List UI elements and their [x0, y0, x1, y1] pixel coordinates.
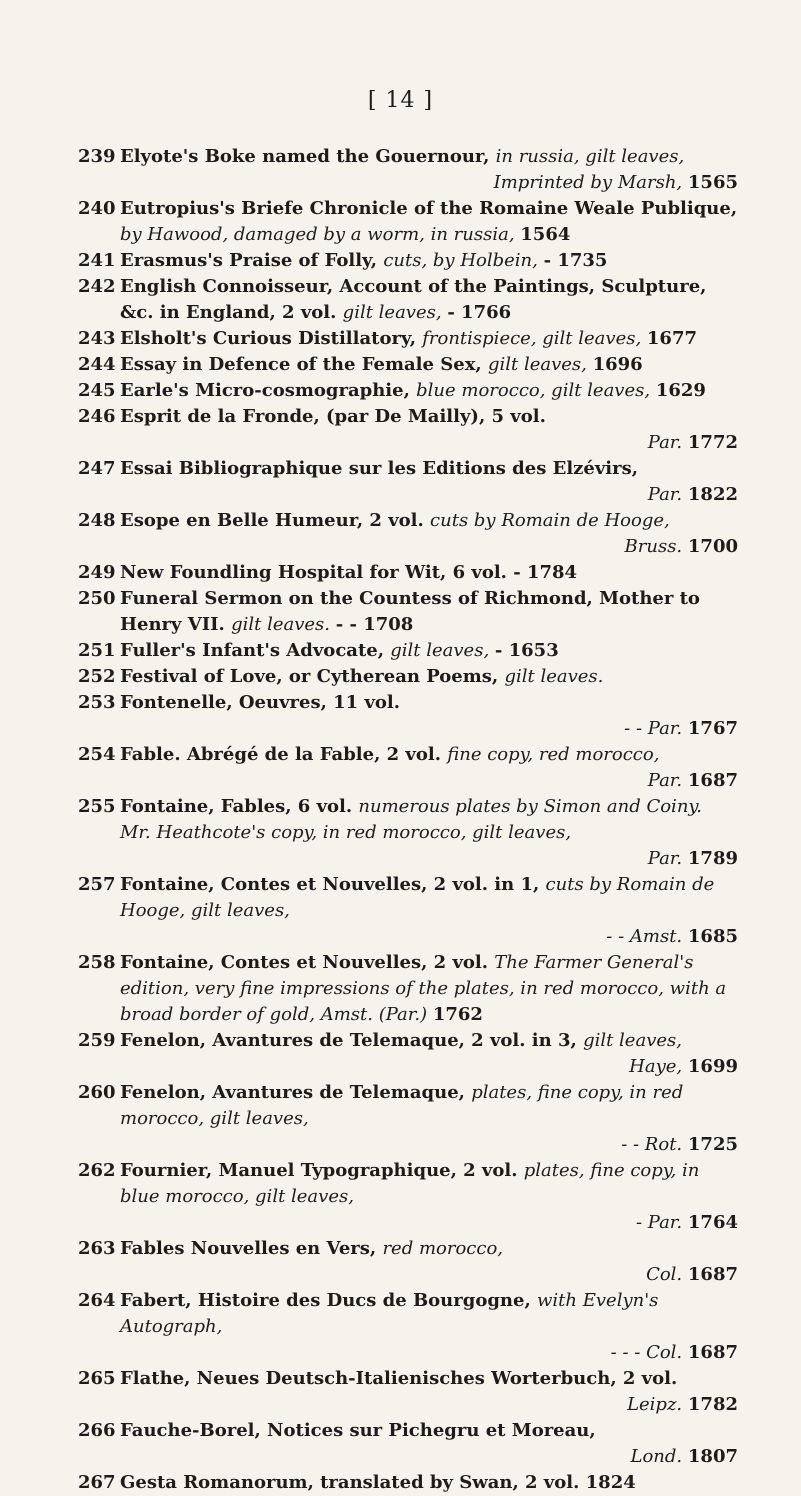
lot-number: 242	[78, 276, 116, 297]
entry-title: Fournier, Manuel Typographique, 2 vol.	[120, 1160, 524, 1181]
imprint-year: 1699	[687, 1056, 738, 1077]
entry-title: Essai Bibliographique sur les Editions des Elzévirs,	[120, 458, 639, 479]
entry-description	[120, 248, 738, 274]
entry-description	[120, 1470, 738, 1496]
entry-title: Fontenelle, Oeuvres, 11 vol.	[120, 692, 401, 713]
lot-number: 246	[78, 406, 116, 427]
entry-imprint	[120, 924, 738, 950]
catalog-entry	[78, 378, 738, 404]
entry-title: Fables Nouvelles en Vers,	[120, 1238, 383, 1259]
entry-note: with Evelyn's Autograph,	[120, 1290, 659, 1337]
entry-description	[120, 950, 738, 1028]
entry-description	[120, 378, 738, 404]
catalog-entry	[78, 872, 738, 950]
entry-title: Fable. Abrégé de la Fable, 2 vol.	[120, 744, 448, 765]
catalog-entry	[78, 664, 738, 690]
imprint-year: 1687	[687, 1342, 738, 1363]
lot-number: 244	[78, 354, 116, 375]
entry-year: - - 1708	[335, 614, 414, 635]
catalog-entry	[78, 794, 738, 872]
entry-title: Eutropius's Briefe Chronicle of the Romaine Weale Publique,	[120, 198, 738, 219]
entry-imprint	[120, 1444, 738, 1470]
catalog-entry	[78, 274, 738, 326]
entry-title: Fontaine, Fables, 6 vol.	[120, 796, 359, 817]
entry-title: Esprit de la Fronde, (par De Mailly), 5 vol.	[120, 406, 546, 427]
entry-imprint	[120, 1132, 738, 1158]
imprint-place: Par.	[647, 848, 683, 869]
lot-number: 239	[78, 146, 116, 167]
entry-description	[120, 456, 738, 508]
imprint-year: 1772	[687, 432, 738, 453]
lot-number: 247	[78, 458, 116, 479]
imprint-year: 1764	[687, 1212, 738, 1233]
lot-number: 251	[78, 640, 116, 661]
catalog-entry	[78, 1080, 738, 1158]
lot-number: 257	[78, 874, 116, 895]
entry-title: Fauche-Borel, Notices sur Pichegru et Moreau,	[120, 1420, 596, 1441]
imprint-place: Par.	[647, 484, 683, 505]
entry-description	[120, 1028, 738, 1080]
imprint-year: 1687	[687, 770, 738, 791]
imprint-year: 1700	[687, 536, 738, 557]
catalog-entry	[78, 326, 738, 352]
imprint-year: 1822	[687, 484, 738, 505]
catalog-entry	[78, 1366, 738, 1418]
entry-imprint	[120, 716, 738, 742]
entry-imprint	[120, 1262, 738, 1288]
page-number: [ 14 ]	[367, 88, 434, 113]
imprint-place: Lond.	[630, 1446, 683, 1467]
entry-imprint	[120, 1392, 738, 1418]
entry-description	[120, 1288, 738, 1366]
catalog-entry	[78, 560, 738, 586]
imprint-year: 1687	[687, 1264, 738, 1285]
entry-title: Fenelon, Avantures de Telemaque,	[120, 1082, 472, 1103]
entry-note: cuts by Romain de Hooge, gilt leaves,	[120, 874, 715, 921]
entry-description	[120, 196, 738, 248]
entry-description	[120, 144, 738, 196]
lot-number: 263	[78, 1238, 116, 1259]
catalog-entry	[78, 950, 738, 1028]
imprint-year: 1685	[687, 926, 738, 947]
catalog-entry	[78, 1158, 738, 1236]
catalog-entry	[78, 1288, 738, 1366]
lot-number: 254	[78, 744, 116, 765]
imprint-year: 1565	[687, 172, 738, 193]
catalog-entry	[78, 638, 738, 664]
entry-description	[120, 274, 738, 326]
lot-number: 241	[78, 250, 116, 271]
entry-description	[120, 690, 738, 742]
entry-title: Esope en Belle Humeur, 2 vol.	[120, 510, 431, 531]
entry-title: Essay in Defence of the Female Sex,	[120, 354, 488, 375]
entry-description	[120, 638, 738, 664]
lot-number: 262	[78, 1160, 116, 1181]
lot-number: 250	[78, 588, 116, 609]
imprint-year: 1725	[687, 1134, 738, 1155]
entry-title: Elsholt's Curious Distillatory,	[120, 328, 423, 349]
entry-note: gilt leaves,	[390, 640, 495, 661]
entry-imprint	[120, 846, 738, 872]
entry-title: Fontaine, Contes et Nouvelles, 2 vol.	[120, 952, 495, 973]
lot-number: 252	[78, 666, 116, 687]
entry-description	[120, 1158, 738, 1236]
entry-title: Earle's Micro-cosmographie,	[120, 380, 417, 401]
entry-imprint	[120, 1340, 738, 1366]
entry-description	[120, 664, 738, 690]
entry-description	[120, 404, 738, 456]
entry-title: Fuller's Infant's Advocate,	[120, 640, 391, 661]
entry-year: - 1653	[494, 640, 559, 661]
imprint-place: - - Rot.	[621, 1134, 683, 1155]
entry-note: by Hawood, damaged by a worm, in russia,	[120, 224, 521, 245]
entry-year: - 1735	[543, 250, 608, 271]
entry-imprint	[120, 482, 738, 508]
entry-year: - 1766	[447, 302, 512, 323]
entry-note: gilt leaves,	[487, 354, 593, 375]
entry-title: Flathe, Neues Deutsch-Italienisches Worterbuch, 2 vol.	[120, 1368, 678, 1389]
entry-description	[120, 1366, 738, 1418]
catalog-entry	[78, 1418, 738, 1470]
entry-note: numerous plates by Simon and Coiny. Mr. Heathcote's copy, in red morocco, gilt leaves,	[120, 796, 702, 843]
entry-title: Gesta Romanorum, translated by Swan, 2 vol.	[120, 1472, 586, 1493]
catalog-entry	[78, 404, 738, 456]
catalog-entry	[78, 456, 738, 508]
catalog-entry	[78, 248, 738, 274]
entry-description	[120, 508, 738, 560]
lot-number: 243	[78, 328, 116, 349]
entry-description	[120, 352, 738, 378]
catalog-entry	[78, 144, 738, 196]
catalog-entry	[78, 1028, 738, 1080]
catalog-entry	[78, 508, 738, 560]
entry-imprint	[120, 768, 738, 794]
catalog-entry	[78, 1470, 738, 1496]
entry-imprint	[120, 534, 738, 560]
entry-title: Erasmus's Praise of Folly,	[120, 250, 384, 271]
entry-title: Elyote's Boke named the Gouernour,	[120, 146, 496, 167]
imprint-place: Haye,	[629, 1056, 683, 1077]
entry-year: 1696	[592, 354, 643, 375]
lot-number: 258	[78, 952, 116, 973]
lot-number: 264	[78, 1290, 116, 1311]
entry-year: 1824	[585, 1472, 636, 1493]
imprint-place: Col.	[646, 1264, 683, 1285]
entry-description	[120, 1418, 738, 1470]
entry-imprint	[120, 430, 738, 456]
entry-title: Fenelon, Avantures de Telemaque, 2 vol. in 3,	[120, 1030, 584, 1051]
entry-description	[120, 326, 738, 352]
entry-title: Fabert, Histoire des Ducs de Bourgogne,	[120, 1290, 538, 1311]
lot-number: 255	[78, 796, 116, 817]
entry-imprint	[120, 1210, 738, 1236]
entry-title: Funeral Sermon on the Countess of Richmond, Mother to Henry VII.	[120, 588, 700, 635]
entry-note: gilt leaves,	[583, 1030, 682, 1051]
entry-note: red morocco,	[382, 1238, 504, 1259]
imprint-year: 1807	[687, 1446, 738, 1467]
entry-note: in russia, gilt leaves,	[495, 146, 685, 167]
catalog-entry	[78, 196, 738, 248]
catalog-entry	[78, 1236, 738, 1288]
entry-year: 1564	[520, 224, 571, 245]
entry-year: 1677	[646, 328, 698, 349]
entry-imprint	[120, 1054, 738, 1080]
imprint-place: - - Amst.	[606, 926, 683, 947]
entry-note: gilt leaves.	[231, 614, 336, 635]
imprint-year: 1789	[687, 848, 738, 869]
entry-note: blue morocco, gilt leaves,	[416, 380, 656, 401]
lot-number: 248	[78, 510, 116, 531]
catalog-entry	[78, 690, 738, 742]
lot-number: 253	[78, 692, 116, 713]
entry-description	[120, 1236, 738, 1288]
entry-title: New Foundling Hospital for Wit, 6 vol.	[120, 562, 514, 583]
entry-title: Fontaine, Contes et Nouvelles, 2 vol. in 1,	[120, 874, 546, 895]
entry-note: The Farmer General's edition, very fine impressions of the plates, in red morocco, with a broad border of gold, Amst. (Par.)	[120, 952, 727, 1025]
imprint-year: 1782	[687, 1394, 738, 1415]
entry-note: gilt leaves.	[504, 666, 604, 687]
entry-note: plates, fine copy, in blue morocco, gilt leaves,	[120, 1160, 700, 1207]
entry-description	[120, 742, 738, 794]
catalog-list	[78, 144, 738, 1496]
entry-description	[120, 586, 738, 638]
lot-number: 249	[78, 562, 116, 583]
imprint-year: 1767	[687, 718, 738, 739]
lot-number: 240	[78, 198, 116, 219]
catalog-entry	[78, 742, 738, 794]
entry-year: - 1784	[513, 562, 578, 583]
imprint-place: - - Par.	[624, 718, 683, 739]
entry-title: English Connoisseur, Account of the Paintings, Sculpture, &c. in England, 2 vol.	[120, 276, 707, 323]
imprint-place: Bruss.	[624, 536, 683, 557]
entry-year: 1629	[655, 380, 706, 401]
entry-imprint	[120, 170, 738, 196]
imprint-place: - Par.	[635, 1212, 683, 1233]
lot-number: 267	[78, 1472, 116, 1493]
lot-number: 245	[78, 380, 116, 401]
lot-number: 259	[78, 1030, 116, 1051]
catalog-entry	[78, 586, 738, 638]
imprint-place: Par.	[647, 770, 683, 791]
entry-note: frontispiece, gilt leaves,	[422, 328, 647, 349]
entry-note: cuts by Romain de Hooge,	[430, 510, 670, 531]
imprint-place: Imprinted by Marsh,	[493, 172, 683, 193]
entry-note: plates, fine copy, in red morocco, gilt leaves,	[120, 1082, 684, 1129]
entry-description	[120, 560, 738, 586]
entry-note: fine copy, red morocco,	[447, 744, 660, 765]
imprint-place: - - - Col.	[610, 1342, 683, 1363]
entry-description	[120, 1080, 738, 1158]
entry-description	[120, 872, 738, 950]
entry-year: 1762	[432, 1004, 483, 1025]
imprint-place: Leipz.	[627, 1394, 683, 1415]
lot-number: 260	[78, 1082, 116, 1103]
lot-number: 266	[78, 1420, 116, 1441]
entry-description	[120, 794, 738, 872]
entry-note: cuts, by Holbein,	[383, 250, 544, 271]
catalog-entry	[78, 352, 738, 378]
imprint-place: Par.	[647, 432, 683, 453]
lot-number: 265	[78, 1368, 116, 1389]
entry-title: Festival of Love, or Cytherean Poems,	[120, 666, 505, 687]
entry-note: gilt leaves,	[342, 302, 448, 323]
